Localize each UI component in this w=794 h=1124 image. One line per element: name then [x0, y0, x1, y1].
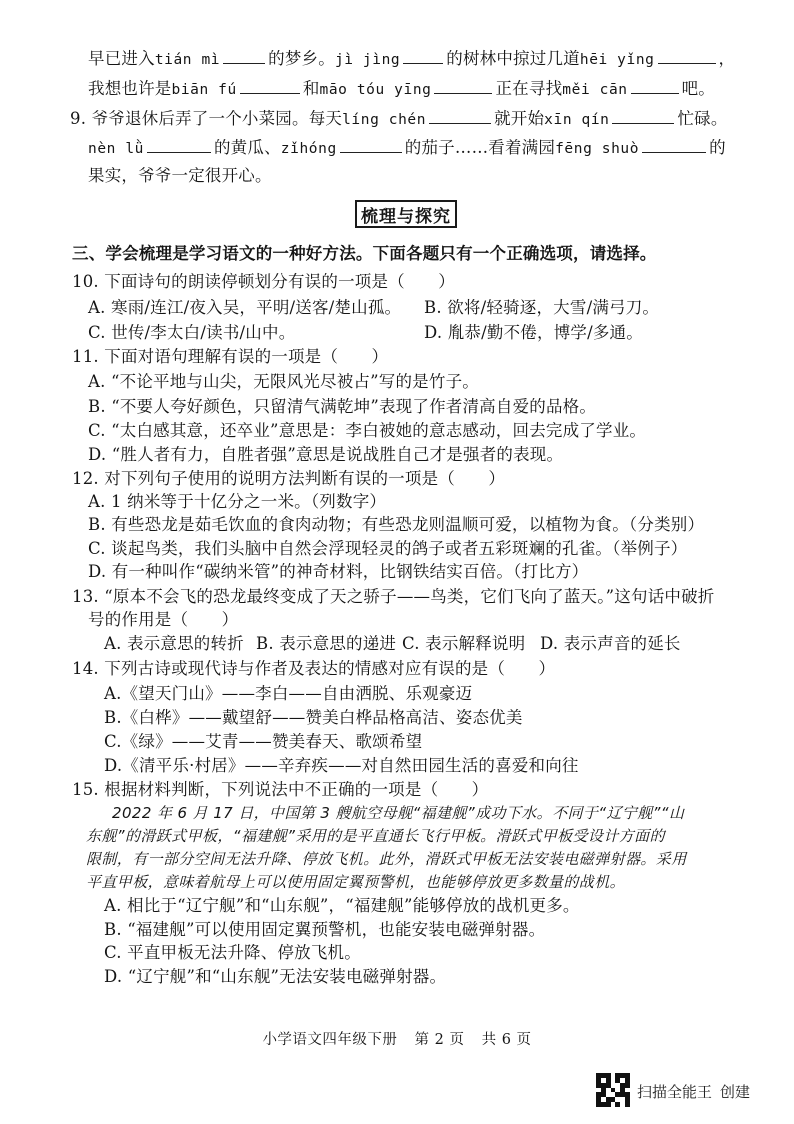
q13-option-d[interactable]: D. 表示声音的延长 [540, 634, 681, 653]
section-title: 梳理与探究 [355, 200, 457, 228]
q10-stem: 10. 下面诗句的朗读停顿划分有误的一项是（ ） [72, 272, 455, 291]
part3-heading: 三、学会梳理是学习语文的一种好方法。下面各题只有一个正确选项，请选择。 [72, 244, 657, 263]
q9-line-2: nèn lǜ 的黄瓜、zǐhóng 的茄子……看着满园fēng shuò 的 [88, 138, 726, 157]
q14-option-d[interactable]: D.《清平乐·村居》——辛弃疾——对自然田园生活的喜爱和向往 [104, 756, 579, 775]
q15-material-line-2: 东舰”的滑跃式甲板，“福建舰”采用的是平直通长飞行甲板。滑跃式甲板受设计方面的 [86, 827, 665, 845]
q12-stem: 12. 对下列句子使用的说明方法判断有误的一项是（ ） [72, 469, 506, 488]
answer-blank[interactable] [658, 48, 716, 64]
footer-total: 共 6 页 [481, 1032, 532, 1048]
q9-line-3: 果实，爷爷一定很开心。 [88, 166, 272, 185]
q13-option-b[interactable]: B. 表示意思的递进 [256, 634, 397, 653]
qr-code-icon [596, 1073, 630, 1107]
q8-line-2: 我想也许是biān fú 和māo tóu yīng 正在寻找měi cān 吧。 [88, 79, 716, 98]
q10-option-d[interactable]: D. 胤恭/勤不倦，博学/多通。 [424, 323, 643, 342]
q11-option-d[interactable]: D. “胜人者有力，自胜者强”意思是说战胜自己才是强者的表现。 [88, 445, 564, 464]
q14-option-a[interactable]: A.《望天门山》——李白——自由洒脱、乐观豪迈 [104, 684, 473, 703]
q11-option-a[interactable]: A. “不论平地与山尖，无限风光尽被占”写的是竹子。 [88, 372, 479, 391]
footer-book: 小学语文四年级下册 [262, 1032, 398, 1048]
answer-blank[interactable] [403, 48, 443, 64]
q15-material-line-1: 2022 年 6 月 17 日，中国第 3 艘航空母舰“福建舰”成功下水。不同于“辽宁舰”“山 [112, 804, 685, 822]
q15-option-c[interactable]: C. 平直甲板无法升降、停放飞机。 [104, 943, 361, 962]
q14-option-b[interactable]: B.《白桦》——戴望舒——赞美白桦品格高洁、姿态优美 [104, 708, 523, 727]
answer-blank[interactable] [612, 108, 674, 124]
answer-blank[interactable] [340, 137, 402, 153]
answer-blank[interactable] [147, 137, 211, 153]
q14-stem: 14. 下列古诗或现代诗与作者及表达的情感对应有误的是（ ） [72, 659, 556, 678]
q14-option-c[interactable]: C.《绿》——艾青——赞美春天、歌颂希望 [104, 732, 423, 751]
q12-option-c[interactable]: C. 谈起鸟类，我们头脑中自然会浮现轻灵的鸽子或者五彩斑斓的孔雀。（举例子） [88, 539, 688, 558]
q12-option-d[interactable]: D. 有一种叫作“碳纳米管”的神奇材料，比钢铁结实百倍。（打比方） [88, 562, 589, 581]
q11-stem: 11. 下面对语句理解有误的一项是（ ） [72, 347, 389, 366]
scanner-action: 创建 [720, 1083, 751, 1101]
q10-option-a[interactable]: A. 寒雨/连江/夜入吴，平明/送客/楚山孤。 [88, 298, 402, 317]
page-footer [0, 1028, 794, 1049]
q15-option-d[interactable]: D. “辽宁舰”和“山东舰”无法安装电磁弹射器。 [104, 967, 447, 986]
scanner-watermark [637, 1081, 750, 1102]
scanner-app-name: 扫描全能王 [637, 1083, 713, 1101]
q15-option-b[interactable]: B. “福建舰”可以使用固定翼预警机，也能安装电磁弹射器。 [104, 920, 546, 939]
q13-option-c[interactable]: C. 表示解释说明 [402, 634, 526, 653]
q9-line-1: 9. 爷爷退休后弄了一个小菜园。每天líng chén 就开始xīn qín 忙碌。 [70, 109, 728, 128]
answer-blank[interactable] [642, 137, 706, 153]
q13-stem-line-1: 13. “原本不会飞的恐龙最终变成了天之骄子——鸟类，它们飞向了蓝天。”这句话中破折 [72, 587, 715, 606]
q12-option-b[interactable]: B. 有些恐龙是茹毛饮血的食肉动物；有些恐龙则温顺可爱，以植物为食。（分类别） [88, 515, 705, 534]
q15-option-a[interactable]: A. 相比于“辽宁舰”和“山东舰”，“福建舰”能够停放的战机更多。 [104, 896, 580, 915]
answer-blank[interactable] [631, 78, 679, 94]
q8-line-1: 早已进入tián mì 的梦乡。jì jìng 的树林中掠过几道hēi yǐng ， [88, 49, 736, 68]
q12-option-a[interactable]: A. 1 纳米等于十亿分之一米。（列数字） [88, 492, 387, 511]
answer-blank[interactable] [429, 108, 491, 124]
q15-stem: 15. 根据材料判断，下列说法中不正确的一项是（ ） [72, 780, 489, 799]
q10-option-c[interactable]: C. 世传/李太白/读书/山中。 [88, 323, 296, 342]
answer-blank[interactable] [223, 48, 265, 64]
q10-option-b[interactable]: B. 欲将/轻骑逐，大雪/满弓刀。 [424, 298, 660, 317]
q11-option-b[interactable]: B. “不要人夸好颜色，只留清气满乾坤”表现了作者清高自爱的品格。 [88, 397, 597, 416]
q15-material-line-4: 平直甲板，意味着航母上可以使用固定翼预警机，也能够停放更多数量的战机。 [86, 873, 626, 891]
footer-page: 第 2 页 [414, 1032, 465, 1048]
q11-option-c[interactable]: C. “太白感其意，还卒业”意思是：李白被她的意志感动，回去完成了学业。 [88, 421, 647, 440]
q15-material-line-3: 限制，有一部分空间无法升降、停放飞机。此外，滑跃式甲板无法安装电磁弹射器。采用 [86, 850, 687, 868]
q13-stem-line-2: 号的作用是（ ） [88, 610, 239, 629]
answer-blank[interactable] [240, 78, 300, 94]
q13-option-a[interactable]: A. 表示意思的转折 [104, 634, 244, 653]
answer-blank[interactable] [434, 78, 492, 94]
